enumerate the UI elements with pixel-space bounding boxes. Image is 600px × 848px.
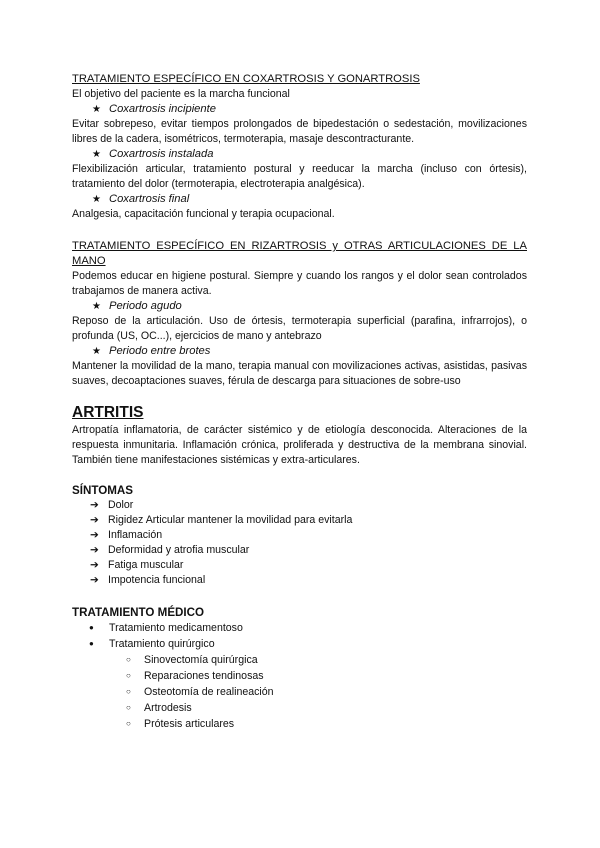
tratamiento-medico-heading: TRATAMIENTO MÉDICO: [72, 606, 205, 619]
list-item: [72, 498, 527, 513]
tratamiento-quirurgico-sublist: [72, 652, 527, 732]
sub-list-item: [72, 716, 527, 732]
list-item-text: Prótesis articulares: [144, 718, 235, 730]
arrow-icon: ➔: [90, 514, 99, 526]
list-item: [72, 636, 527, 652]
paragraph: Analgesia, capacitación funcional y terapia ocupacional.: [72, 208, 335, 220]
star-icon: ★: [92, 104, 101, 115]
star-list-item: [72, 299, 527, 314]
list-item-text: Sinovectomía quirúrgica: [144, 654, 258, 666]
circle-bullet-icon: ○: [126, 655, 131, 664]
list-item: [72, 620, 527, 636]
list-item: [72, 558, 527, 573]
coxartrosis-intro: El objetivo del paciente es la marcha funcional: [72, 88, 290, 100]
list-item: [72, 528, 527, 543]
coxartrosis-heading: TRATAMIENTO ESPECÍFICO EN COXARTROSIS Y GONARTROSIS: [72, 73, 420, 85]
star-icon: ★: [92, 194, 101, 205]
arrow-icon: ➔: [90, 574, 99, 586]
rizartrosis-intro: Podemos educar en higiene postural. Siempre y cuando los rangos y el dolor sean controlados trabajamos de manera activa.: [72, 270, 527, 297]
star-item-label: Coxartrosis incipiente: [109, 103, 216, 115]
paragraph: Reposo de la articulación. Uso de órtesis, termoterapia superficial (parafina, infrarrojos), o profunda (US, OC...), ejercicios de mano y antebrazo: [72, 315, 527, 342]
list-item: [72, 573, 527, 588]
star-icon: ★: [92, 149, 101, 160]
star-icon: ★: [92, 346, 101, 357]
list-item-text: Fatiga muscular: [108, 559, 184, 571]
sub-list-item: [72, 700, 527, 716]
sintomas-list: [72, 498, 527, 588]
star-list-item: [72, 344, 527, 359]
arrow-icon: ➔: [90, 559, 99, 571]
paragraph: Mantener la movilidad de la mano, terapia manual con movilizaciones activas, asistidas, pasivas suaves, decoaptaciones suaves, férula de descarga para situaciones de sobre-uso: [72, 360, 527, 387]
list-item-text: Reparaciones tendinosas: [144, 670, 264, 682]
star-list-item: [72, 147, 527, 162]
list-item-text: Inflamación: [108, 529, 163, 541]
circle-bullet-icon: ○: [126, 671, 131, 680]
circle-bullet-icon: ○: [126, 687, 131, 696]
arrow-icon: ➔: [90, 529, 99, 541]
list-item-text: Deformidad y atrofia muscular: [108, 544, 250, 556]
list-item-text: Dolor: [108, 499, 134, 511]
list-item-text: Tratamiento quirúrgico: [109, 638, 215, 650]
star-list-item: [72, 102, 527, 117]
star-item-label: Coxartrosis instalada: [109, 148, 214, 160]
star-item-label: Coxartrosis final: [109, 193, 190, 205]
paragraph: Flexibilización articular, tratamiento postural y reeducar la marcha (incluso con órtesis), tratamiento del dolor (termoterapia, electroterapia analgésica).: [72, 163, 527, 190]
star-item-label: Periodo entre brotes: [109, 345, 211, 357]
list-item-text: Artrodesis: [144, 702, 192, 714]
list-item: [72, 513, 527, 528]
star-item-label: Periodo agudo: [109, 300, 182, 312]
artritis-heading: ARTRITIS: [72, 404, 144, 421]
sub-list-item: [72, 684, 527, 700]
bullet-icon: ●: [89, 639, 94, 648]
sub-list-item: [72, 668, 527, 684]
sub-list-item: [72, 652, 527, 668]
bullet-icon: ●: [89, 623, 94, 632]
list-item-text: Rigidez Articular mantener la movilidad para evitarla: [108, 514, 353, 526]
list-item-text: Impotencia funcional: [108, 574, 206, 586]
circle-bullet-icon: ○: [126, 703, 131, 712]
arrow-icon: ➔: [90, 499, 99, 511]
rizartrosis-heading: TRATAMIENTO ESPECÍFICO EN RIZARTROSIS y OTRAS ARTICULACIONES DE LA MANO: [72, 240, 527, 267]
arrow-icon: ➔: [90, 544, 99, 556]
paragraph: Evitar sobrepeso, evitar tiempos prolongados de bipedestación o sedestación, movilizaciones libres de la cadera, isométricos, termoterapia, masaje descontracturante.: [72, 118, 527, 145]
list-item: [72, 543, 527, 558]
star-list-item: [72, 192, 527, 207]
circle-bullet-icon: ○: [126, 719, 131, 728]
document-page: [72, 72, 527, 732]
artritis-paragraph: Artropatía inflamatoria, de carácter sistémico y de etiología desconocida. Alteraciones de la respuesta inmunitaria. Inflamación crónica, proliferada y destructiva de la membrana sinovial. También tiene manifestaciones sistémicas y extra-articulares.: [72, 424, 527, 466]
star-icon: ★: [92, 301, 101, 312]
list-item-text: Osteotomía de realineación: [144, 686, 274, 698]
sintomas-heading: SÍNTOMAS: [72, 484, 133, 497]
tratamiento-medico-list: [72, 620, 527, 652]
list-item-text: Tratamiento medicamentoso: [109, 622, 243, 634]
